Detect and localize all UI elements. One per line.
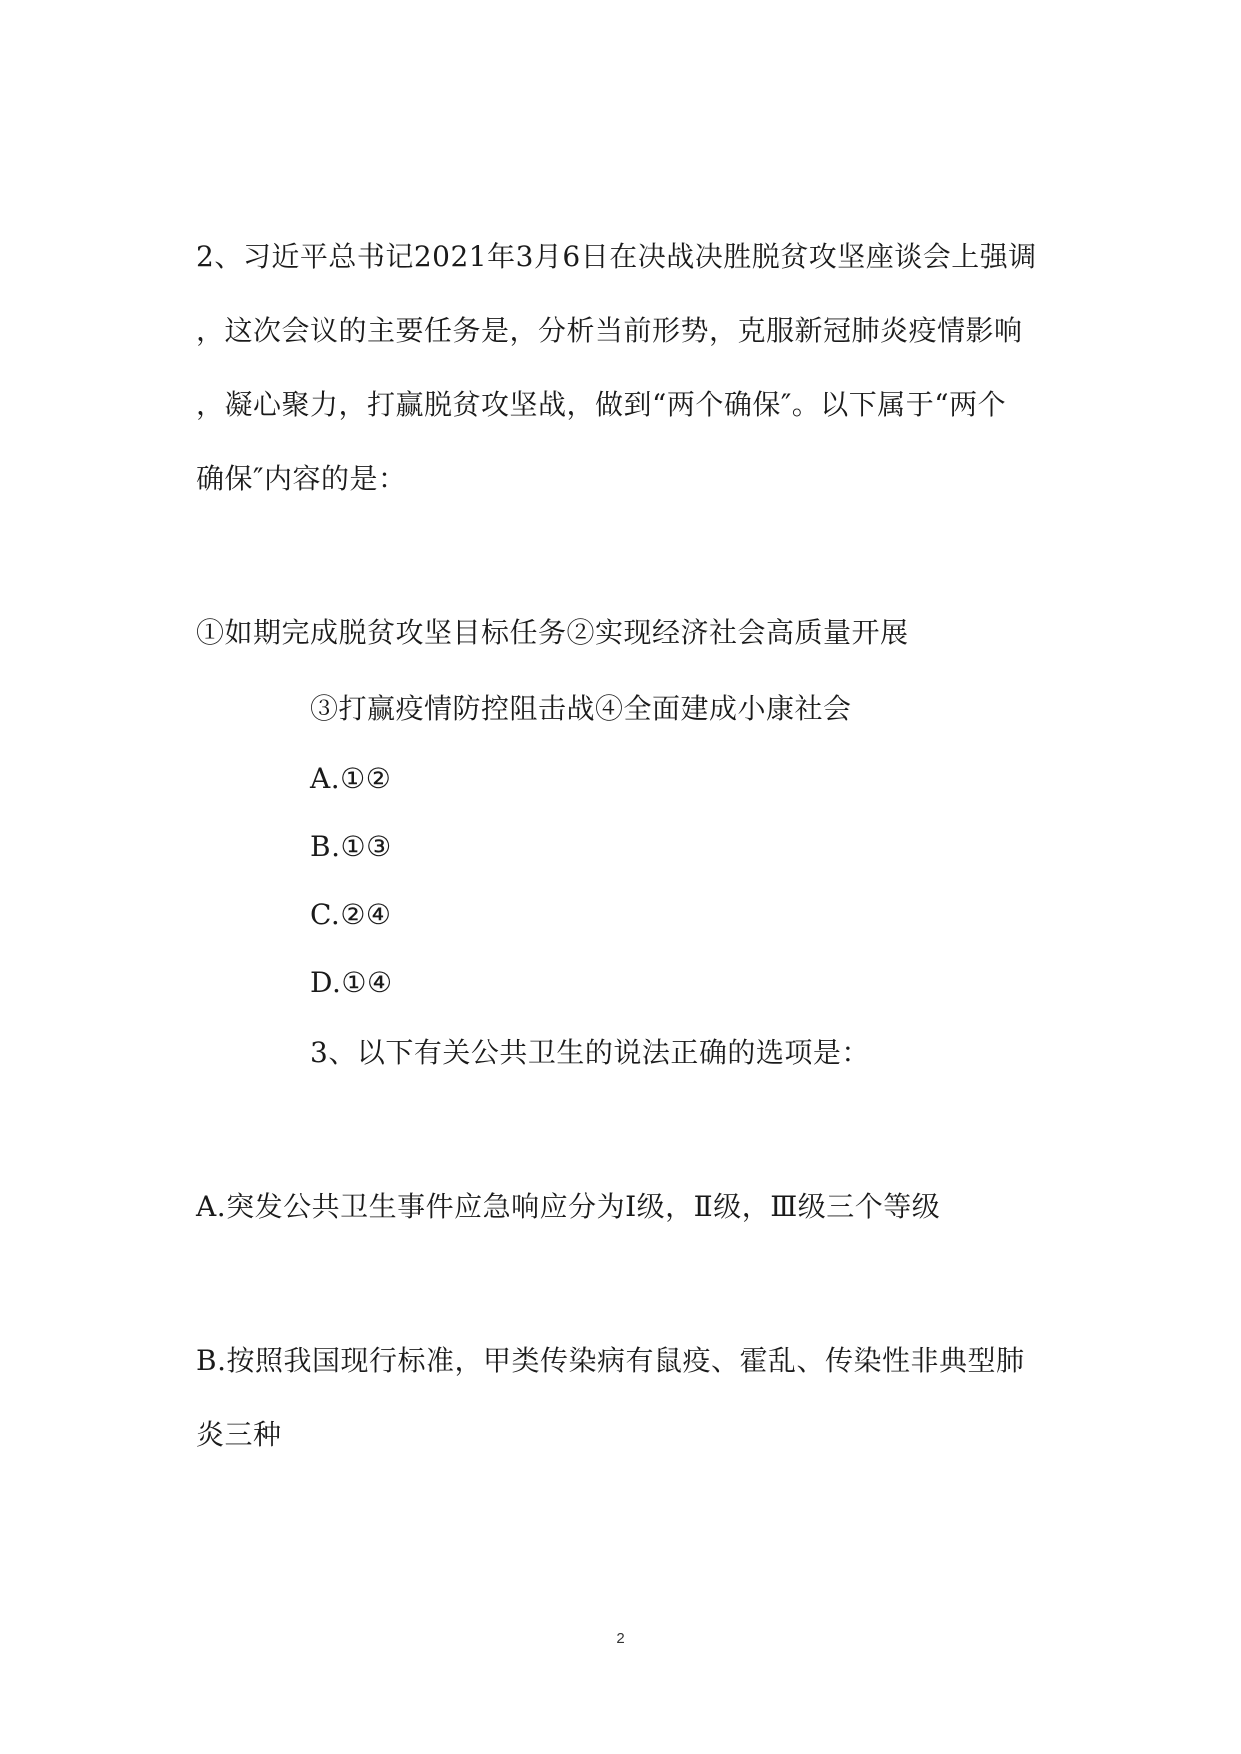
question-2-items-line-1: ①如期完成脱贫攻坚目标任务②实现经济社会高质量开展 [196,616,909,649]
question-3-option-a: A.突发公共卫生事件应急响应分为Ⅰ级，Ⅱ级，Ⅲ级三个等级 [196,1190,941,1223]
page-number: 2 [616,1630,625,1647]
question-2-option-c: C.②④ [310,898,392,931]
question-2-stem-line-3: ，凝心聚力，打赢脱贫攻坚战，做到“两个确保″。以下属于“两个 [196,388,1007,421]
question-3-stem: 3、以下有关公共卫生的说法正确的选项是： [310,1036,870,1069]
question-3-option-b-line-2: 炎三种 [196,1418,282,1451]
question-3-option-b-line-1: B.按照我国现行标准，甲类传染病有鼠疫、霍乱、传染性非典型肺 [196,1344,1025,1377]
question-2-stem-line-2: ，这次会议的主要任务是，分析当前形势，克服新冠肺炎疫情影响 [196,314,1023,347]
question-2-option-a: A.①② [310,762,392,795]
question-2-items-line-2: ③打赢疫情防控阻击战④全面建成小康社会 [310,692,852,725]
question-2-option-b: B.①③ [310,830,392,863]
question-2-stem-line-4: 确保″内容的是： [196,462,407,495]
question-2-stem-line-1: 2、习近平总书记2021年3月6日在决战决胜脱贫攻坚座谈会上强调 [196,240,1037,273]
question-2-option-d: D.①④ [310,966,393,999]
